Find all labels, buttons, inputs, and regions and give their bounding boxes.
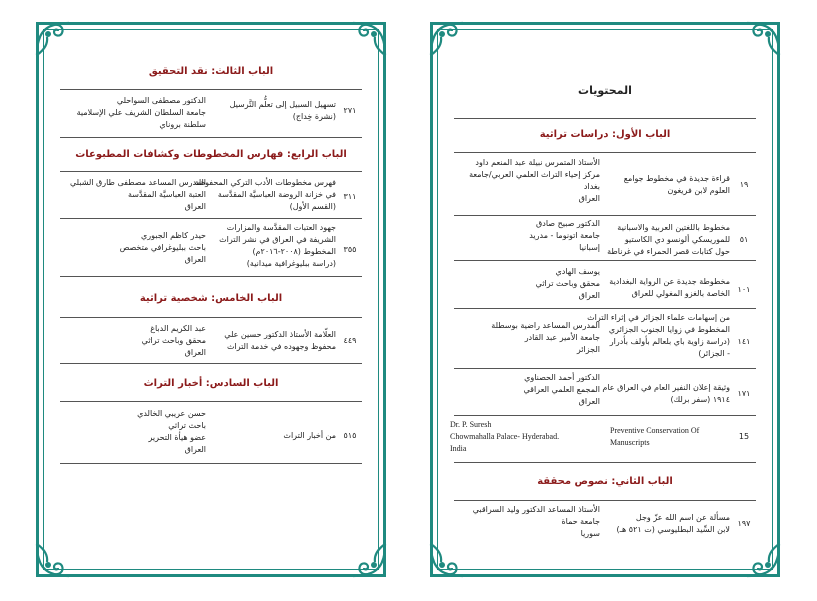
- divider: [454, 368, 756, 369]
- entry-author: المدرس المساعد راضية بوسطلة جامعة الأمير عبد القادر الجزائر: [491, 321, 600, 354]
- entry-title: Preventive Conservation Of Manuscripts: [610, 426, 700, 447]
- divider: [60, 171, 362, 172]
- entry-title: من أخبار التراث: [283, 431, 336, 440]
- entry-title: مخطوطة جديدة عن الرواية البغدادية الخاصة بالغزو المغولي للعراق: [609, 277, 730, 298]
- section-heading: الباب الخامس: شخصية تراثية: [139, 293, 283, 304]
- entry-author: يوسف الهادي محقق وباحث تراثي العراق: [535, 267, 600, 300]
- section-heading: الباب الثاني: نصوص محققة: [537, 476, 673, 487]
- divider: [60, 89, 362, 90]
- section-heading: الباب الرابع: فهارس المخطوطات وكشافات المطبوعات: [75, 149, 347, 160]
- divider: [454, 462, 756, 463]
- left-page: [36, 22, 386, 577]
- page-number: ٥١: [739, 235, 749, 244]
- entry-author: حسن عريبي الخالدي باحث تراثي عضو هيأة التحرير العراق: [137, 409, 206, 454]
- divider: [454, 260, 756, 261]
- page-number: ١٩٧: [737, 519, 751, 528]
- entry-author: المدرس المساعد مصطفى طارق الشبلي العتبة العباسيَّة المقدَّسة العراق: [69, 178, 206, 211]
- entry-title: العلّامة الأستاذ الدكتور حسين علي محفوظ وجهوده في خدمة التراث: [224, 330, 336, 351]
- entry-author: الدكتور مصطفى السواحلي جامعة السلطان الشريف علي الإسلامية سلطنة بروناي: [76, 96, 206, 129]
- entry-title: تسهيل السبيل إلى تعلُّم التَّرسيل (نشرة خِداج): [229, 100, 336, 121]
- corner-ornament: [350, 20, 388, 58]
- entry-title: جهود العتبات المقدَّسة والمزارات الشريفة في العراق في نشر التراث المخطوط (٢٠٠٨-٢٠١٦م) (دراسة ببليوغرافية ميدانية): [219, 223, 336, 268]
- divider: [60, 137, 362, 138]
- entry-title: قراءة جديدة في مخطوط جوامع العلوم لابن فريغون: [623, 174, 730, 195]
- entry-title: مسألة عن اسم الله عزّ وجل لابن السِّيد البطليوسي (ت ٥٢١ هـ): [616, 513, 730, 534]
- page-number: ١٤١: [737, 337, 751, 346]
- page-title: المحتويات: [578, 84, 632, 97]
- entry-author: Dr. P. Suresh Chowmahalla Palace- Hyderabad. India: [450, 420, 560, 453]
- entry-title: فهرس مخطوطات الأدب التركي المحفوظة في خزانة الروضة العباسيَّة المقدَّسة (القسم الأول): [194, 178, 336, 211]
- divider: [60, 463, 362, 464]
- divider: [60, 317, 362, 318]
- corner-ornament: [350, 541, 388, 579]
- entry-author: عبد الكريم الدباغ محقق وباحث تراثي العراق: [141, 324, 206, 357]
- entry-title: وثيقة إعلان النفير العام في العراق عام ١٩١٤ (سفر برلك): [602, 383, 730, 404]
- page-number: ١٧١: [737, 389, 751, 398]
- entry-author: الأستاذ المتمرس نبيلة عبد المنعم داود مركز إحياء التراث العلمي العربي/جامعة بغداد العراق: [469, 158, 600, 203]
- section-heading: الباب الثالث: نقد التحقيق: [148, 66, 274, 77]
- divider: [454, 308, 756, 309]
- divider: [454, 500, 756, 501]
- section-heading: الباب الأول: دراسات تراثية: [539, 129, 671, 140]
- corner-ornament: [744, 20, 782, 58]
- page-number: ٤٤٩: [343, 336, 357, 345]
- divider: [454, 118, 756, 119]
- section-heading: الباب السادس: أخبار التراث: [143, 378, 279, 389]
- page-number: ١٠١: [737, 285, 751, 294]
- entry-author: حيدر كاظم الجبوري باحث ببليوغرافي متخصص العراق: [119, 231, 206, 264]
- page-number: ٣٥٥: [343, 245, 357, 254]
- page-number: ٢٧١: [343, 106, 357, 115]
- corner-ornament: [744, 541, 782, 579]
- corner-ornament: [428, 541, 466, 579]
- divider: [454, 415, 756, 416]
- entry-author: الدكتور صبيح صادق جامعة اتونوما - مدريد إسبانيا: [529, 219, 600, 252]
- divider: [60, 276, 362, 277]
- divider: [60, 401, 362, 402]
- divider: [454, 152, 756, 153]
- entry-author: الأستاذ المساعد الدكتور وليد السراقبي جامعة حماة سوريا: [472, 505, 600, 538]
- entry-title: من إسهامات علماء الجزائر في إثراء التراث المخطوط في زوايا الجنوب الجزائري (دراسة زاوية باي بلعالم بأولف بأدرار - الجزائر): [587, 313, 730, 358]
- corner-ornament: [428, 20, 466, 58]
- page-number: ٣١١: [343, 192, 357, 201]
- corner-ornament: [34, 20, 72, 58]
- page-number: ١٩: [739, 180, 749, 189]
- page-number: 15: [738, 432, 750, 441]
- corner-ornament: [34, 541, 72, 579]
- entry-title: مخطوط باللغتين العربية والاسبانية للموريسكي ألونسو دي الكاستيو حول كتابات قصر الحمراء في غرناطة: [607, 223, 730, 256]
- divider: [60, 363, 362, 364]
- entry-author: الدكتور أحمد الحصناوي المجمع العلمي العراقي العراق: [523, 373, 600, 406]
- right-page: [430, 22, 780, 577]
- divider: [60, 218, 362, 219]
- page-number: ٥١٥: [343, 431, 357, 440]
- divider: [454, 215, 756, 216]
